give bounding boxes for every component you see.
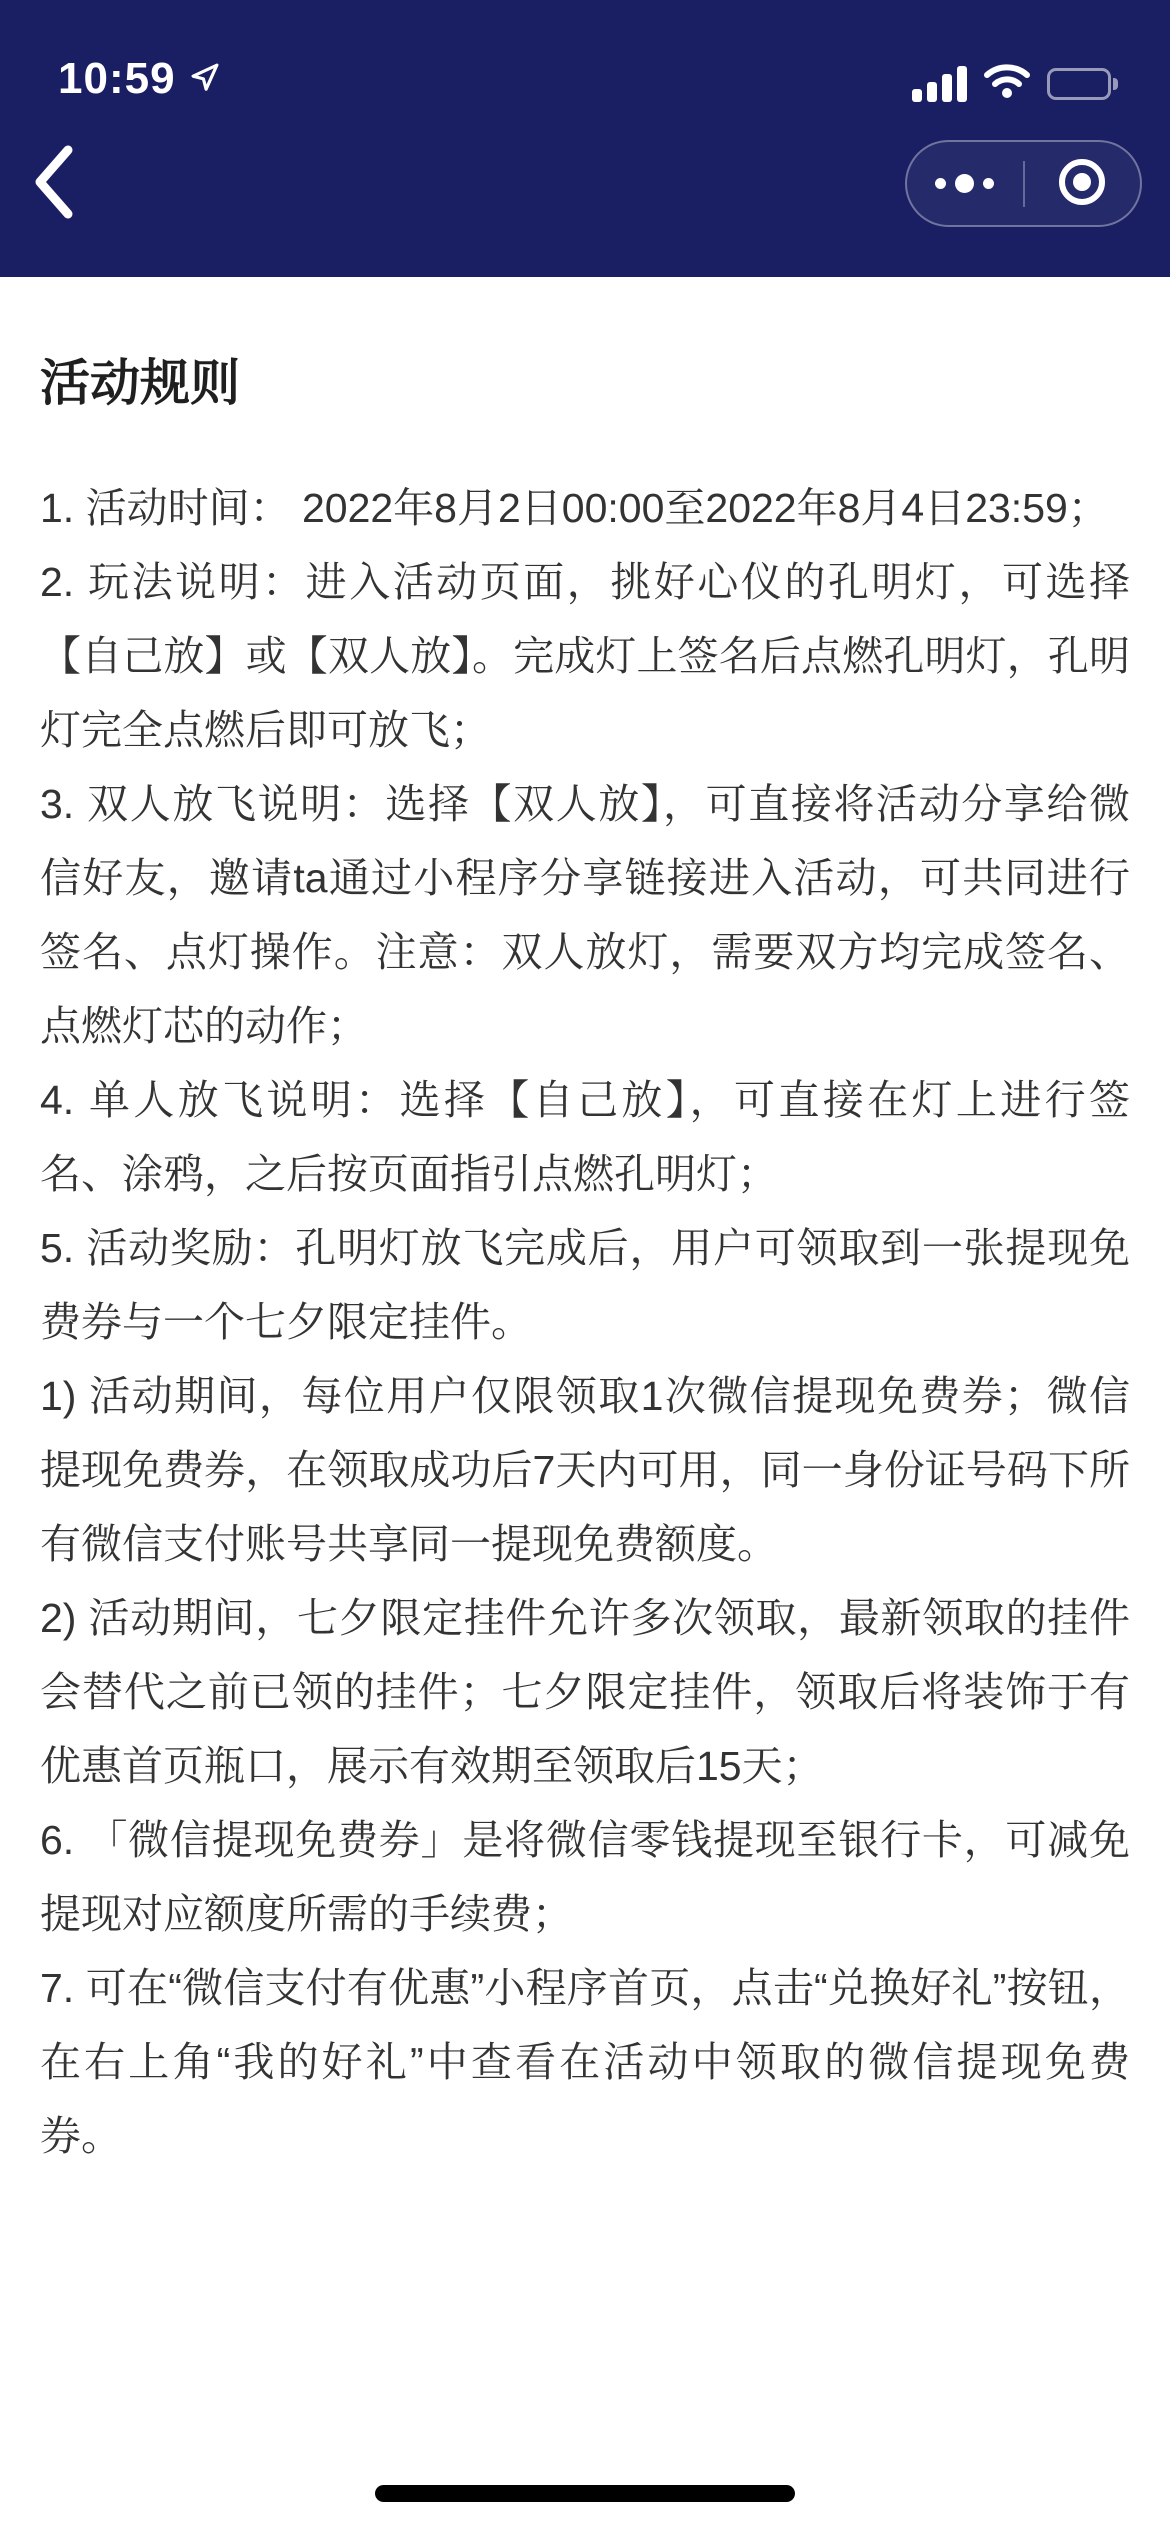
back-button[interactable] (30, 139, 110, 229)
nav-bar (0, 110, 1170, 277)
rule-paragraph: 5. 活动奖励：孔明灯放飞完成后，用户可领取到一张提现免费券与一个七夕限定挂件。 (40, 1225, 1130, 1345)
mini-program-capsule (905, 140, 1142, 227)
rule-paragraph: 2. 玩法说明：进入活动页面，挑好心仪的孔明灯，可选择【自己放】或【双人放】。完成灯上签名后点燃孔明灯，孔明灯完全点燃后即可放飞； (40, 559, 1130, 753)
more-button[interactable] (907, 142, 1023, 225)
battery-icon (1047, 68, 1118, 100)
rule-paragraph: 6. 「微信提现免费券」是将微信零钱提现至银行卡，可减免提现对应额度所需的手续费； (40, 1817, 1130, 1937)
home-indicator[interactable] (375, 2485, 795, 2502)
status-right (912, 63, 1118, 104)
rules-list (40, 471, 1130, 2173)
status-time: 10:59 (58, 54, 176, 103)
rule-paragraph: 4. 单人放飞说明：选择【自己放】，可直接在灯上进行签名、涂鸦，之后按页面指引点燃孔明灯； (40, 1077, 1130, 1197)
more-dots-icon (935, 174, 994, 193)
close-target-icon (1056, 156, 1108, 211)
close-button[interactable] (1025, 142, 1141, 225)
rules-content (0, 277, 1170, 2532)
page-title: 活动规则 (40, 355, 240, 411)
rule-paragraph: 7. 可在“微信支付有优惠”小程序首页，点击“兑换好礼”按钮，在右上角“我的好礼”中查看在活动中领取的微信提现免费券。 (40, 1965, 1130, 2159)
rule-paragraph: 2) 活动期间，七夕限定挂件允许多次领取，最新领取的挂件会替代之前已领的挂件；七夕限定挂件，领取后将装饰于有优惠首页瓶口，展示有效期至领取后15天； (40, 1595, 1130, 1789)
back-chevron-icon (30, 142, 76, 225)
wifi-icon (983, 63, 1031, 104)
location-arrow-icon (186, 58, 224, 101)
rule-paragraph: 1) 活动期间，每位用户仅限领取1次微信提现免费券；微信提现免费券，在领取成功后7天内可用，同一身份证号码下所有微信支付账号共享同一提现免费额度。 (40, 1373, 1130, 1567)
header (0, 0, 1170, 277)
rule-paragraph: 1. 活动时间： 2022年8月2日00:00至2022年8月4日23:59； (40, 485, 1109, 531)
status-left (58, 54, 224, 104)
cellular-signal-icon (912, 66, 967, 102)
status-bar (0, 0, 1170, 110)
rule-paragraph: 3. 双人放飞说明：选择【双人放】，可直接将活动分享给微信好友，邀请ta通过小程序分享链接进入活动，可共同进行签名、点灯操作。注意：双人放灯，需要双方均完成签名、点燃灯芯的动作； (40, 781, 1130, 1049)
